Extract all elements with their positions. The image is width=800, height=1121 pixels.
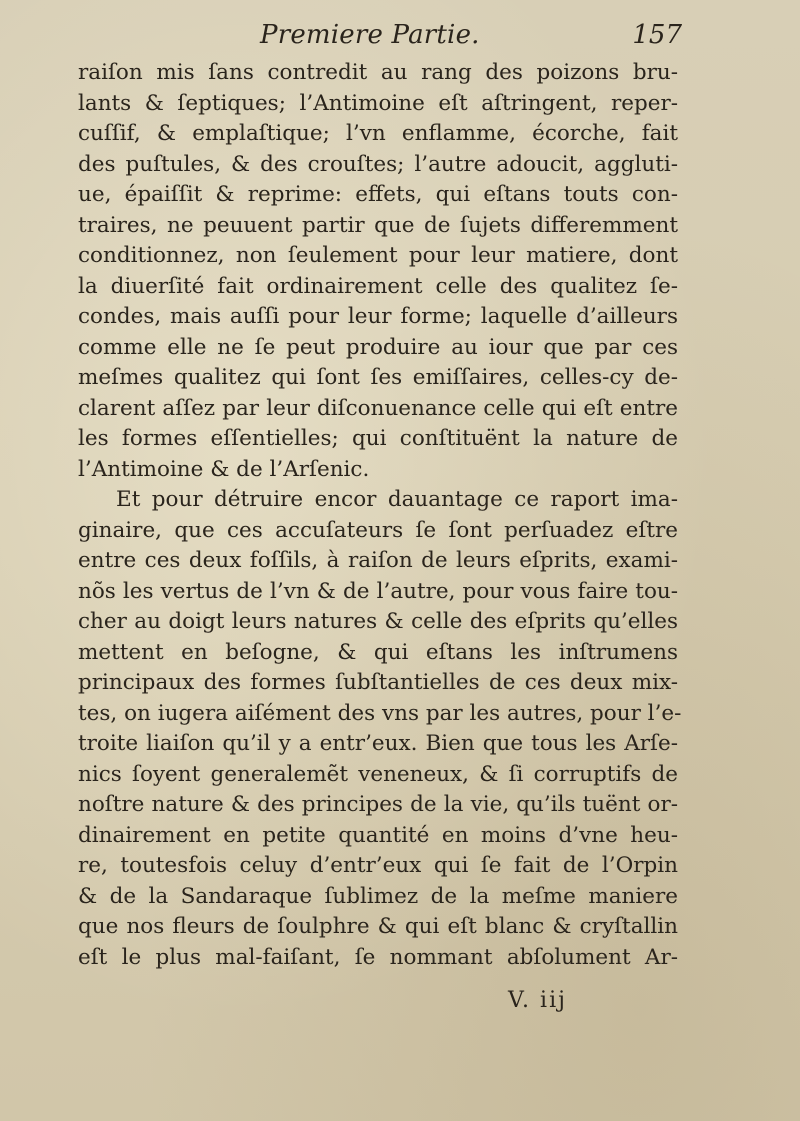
page-header <box>78 16 680 56</box>
text-line: raiſon mis ſans contredit au rang des poizons bru- <box>78 60 678 85</box>
text-line: les formes eſſentielles; qui conſtituënt la nature de <box>78 426 678 451</box>
text-line: noſtre nature & des principes de la vie, qu’ils tuënt or- <box>78 792 678 817</box>
text-line: clarent aſſez par leur diſconuenance celle qui eſt entre <box>78 395 678 421</box>
text-line: & de la Sandaraque ſublimez de la meſme maniere <box>78 883 678 909</box>
text-line: la diuerſité fait ordinairement celle des qualitez ſe- <box>78 273 678 299</box>
text-line: dinairement en petite quantité en moins d’vne heu- <box>78 822 678 848</box>
signature-mark: V. iij <box>508 988 567 1013</box>
text-line: principaux des formes ſubſtantielles de ces deux mix- <box>78 670 678 695</box>
text-line: cuſſif, & emplaſtique; l’vn enflamme, écorche, fait <box>78 121 678 146</box>
text-line: nõs les vertus de l’vn & de l’autre, pour vous faire tou- <box>78 578 678 604</box>
text-line: cher au doigt leurs natures & celle des eſprits qu’elles <box>78 609 678 634</box>
text-line: conditionnez, non ſeulement pour leur matiere, dont <box>78 243 678 268</box>
page-number: 157 <box>632 20 682 50</box>
body-text <box>78 58 682 973</box>
text-line: eſt le plus mal-faiſant, ſe nommant abſolument Ar- <box>78 944 678 970</box>
text-line: nics ſoyent generalemẽt veneneux, & ſi corruptifs de <box>78 761 678 787</box>
paragraph-end-line: l’Antimoine & de l’Arſenic. <box>78 456 370 482</box>
text-line: traires, ne peuuent partir que de ſujets differemment <box>78 212 678 238</box>
text-line: mettent en beſogne, & qui eſtans les inſtrumens <box>78 639 678 665</box>
text-line: meſmes qualitez qui ſont ſes emiſſaires, celles-cy de- <box>78 365 678 390</box>
text-line: des puſtules, & des crouſtes; l’autre adoucit, aggluti- <box>78 151 678 177</box>
text-line: ginaire, que ces accuſateurs ſe ſont perſuadez eſtre <box>78 517 678 543</box>
text-line: entre ces deux foſſils, à raiſon de leurs eſprits, exami- <box>78 548 678 573</box>
paragraph-start-line: Et pour détruire encor dauantage ce raport ima- <box>116 487 678 512</box>
text-line: comme elle ne ſe peut produire au iour que par ces <box>78 334 678 360</box>
text-line: condes, mais auſſi pour leur forme; laquelle d’ailleurs <box>78 304 678 329</box>
text-line: que nos fleurs de ſoulphre & qui eſt blanc & cryſtallin <box>78 914 678 939</box>
text-line: lants & ſeptiques; l’Antimoine eſt aſtringent, reper- <box>78 90 678 116</box>
text-line: troite liaiſon qu’il y a entr’eux. Bien que tous les Arſe- <box>78 731 678 756</box>
text-line: ue, épaiſſit & reprime: effets, qui eſtans touts con- <box>78 182 678 207</box>
running-title: Premiere Partie. <box>260 20 480 50</box>
text-line: re, toutesfois celuy d’entr’eux qui ſe fait de l’Orpin <box>78 853 678 878</box>
text-line: tes, on iugera aiſément des vns par les autres, pour l’e- <box>78 700 682 726</box>
